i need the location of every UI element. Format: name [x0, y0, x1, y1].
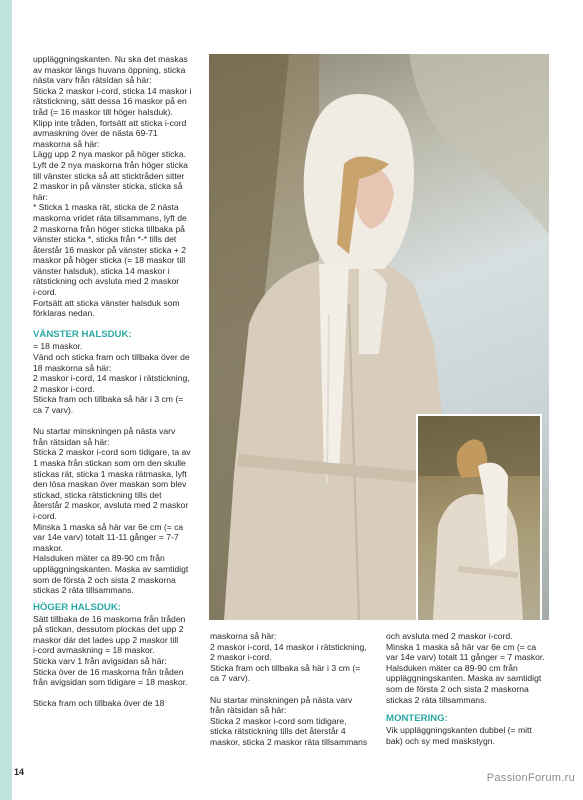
text-line: = 18 maskor. [33, 341, 83, 352]
text-line: var 14e varv) totalt 11 gånger = 7 maskor. [386, 652, 545, 663]
text-line: stickas 2 räta tillsammans. [386, 694, 487, 705]
paragraph-right-scarf-continued [33, 698, 205, 709]
text-line: Sticka över de 16 maskorna från tråden [33, 666, 184, 677]
text-line: 2 maskor in på vänster sticka, sticka så [33, 181, 183, 192]
text-line: tråd (= 16 maskor till höger halsduk). [33, 106, 173, 117]
text-line: från rätsidan så här: [210, 705, 287, 716]
text-line: maskor på höger sticka (= 18 maskor till [33, 255, 186, 266]
section-heading-assembly: MONTERING: [386, 713, 448, 725]
text-column-middle [210, 631, 378, 748]
text-line: här: [33, 191, 48, 202]
text-line: i-cord. [33, 287, 57, 298]
text-line: återstår 16 maskor på vänster sticka + 2 [33, 244, 187, 255]
text-line: maskor, sticka 2 maskor räta tillsammans [210, 736, 368, 747]
text-line: maskor. [33, 542, 64, 553]
text-line: Sticka fram och tillbaka över de 18 [33, 698, 165, 709]
text-line: Vänd och sticka fram och tillbaka över de [33, 352, 190, 363]
text-line: rätstickning och avsluta med 2 maskor [33, 276, 180, 287]
text-line: var 14e varv) totalt 11-11 gånger = 7-7 [33, 532, 179, 543]
text-line: 18 maskorna så här: [33, 362, 112, 373]
paragraph-right-scarf-rows [210, 631, 378, 684]
text-line: maskorna så här: [33, 138, 100, 149]
watermark: PassionForum.ru [486, 772, 575, 784]
text-line: från rätsidan så här: [33, 436, 110, 447]
text-line: vänster halsduk), sticka 14 maskor i [33, 265, 170, 276]
text-line: Fortsätt att sticka vänster halsduk som [33, 297, 180, 308]
text-line: av maskor längs huvans öppning, sticka [33, 64, 186, 75]
text-line: 2 maskor i-cord. [210, 652, 272, 663]
text-line: 2 maskor i-cord, 14 maskor i rätstickning, [33, 373, 190, 384]
inset-illustration [418, 416, 540, 620]
text-line: från avigsidan som tidigare = 18 maskor. [33, 677, 188, 688]
paragraph-assembly [386, 725, 551, 746]
text-line: maskorna så här: [210, 631, 277, 641]
text-line: ca 7 varv). [210, 673, 251, 684]
text-line: 2 maskorna från höger sticka tillbaka på [33, 223, 185, 234]
inset-photo-back-view [416, 414, 542, 622]
text-line: Minska 1 maska så här var 6e cm (= ca [386, 641, 537, 652]
text-line: Nu startar minskningen på nästa varv [210, 694, 353, 705]
text-line: uppläggningskanten. Maska av samtidigt [386, 673, 542, 684]
text-line: Sticka varv 1 från avigsidan så här: [33, 656, 167, 667]
text-line: stickad, sticka rätstickning tills det [33, 489, 162, 500]
text-line: uppläggningskanten. Maska av samtidigt [33, 563, 189, 574]
section-heading-left-scarf: VÄNSTER HALSDUK: [33, 329, 132, 341]
text-line: Sticka 2 maskor i-cord, sticka 14 maskor i [33, 85, 192, 96]
text-line: Lyft de 2 nya maskorna från höger sticka [33, 159, 188, 170]
text-column-right [386, 631, 551, 746]
text-line: återstår 2 maskor, avsluta med 2 maskor [33, 500, 189, 511]
text-line: 2 maskor i-cord, 14 maskor i rätstickning, [210, 641, 367, 652]
text-line: Nu startar minskningen på nästa varv [33, 426, 176, 437]
text-line: * Sticka 1 maska rät, sticka de 2 nästa [33, 202, 179, 213]
section-heading-right-scarf: HÖGER HALSDUK: [33, 601, 121, 613]
text-line: Halsduken mäter ca 89-90 cm från [386, 662, 518, 673]
text-line: Sticka 2 maskor i-cord som tidigare, [210, 715, 347, 726]
text-line: rätstickning, sätt dessa 16 maskor på en [33, 96, 187, 107]
text-line: avmaskning över de nästa 69-71 [33, 128, 158, 139]
text-line: stickas rät, sticka 1 maska rätmaska, lyft [33, 468, 187, 479]
text-line: den lösa maskan över maskan som blev [33, 479, 187, 490]
text-line: maskor där det lades upp 2 maskor till [33, 634, 179, 645]
text-line: 2 maskor i-cord. [33, 383, 95, 394]
text-line: Sticka fram och tillbaka så här i 3 cm (= [210, 662, 361, 673]
text-column-left [33, 54, 205, 709]
text-line: nästa varv från rätsidan så här: [33, 75, 152, 86]
text-line: förklaras nedan. [33, 308, 95, 319]
paragraph-right-scarf [33, 614, 205, 688]
page-number: 14 [14, 767, 25, 777]
text-line: till vänster sticka så att sticktråden sitter [33, 170, 185, 181]
text-line: vänster sticka *, sticka från *-* tills det [33, 234, 177, 245]
text-line: på stickan, dessutom plockas det upp 2 [33, 624, 184, 635]
text-line: Halsduken mäter ca 89-90 cm från [33, 553, 165, 564]
text-line: stickas 2 räta tillsammans. [33, 585, 134, 596]
paragraph-left-scarf [33, 341, 205, 415]
text-line: bak) och sy med maskstygn. [386, 735, 495, 746]
text-line: som de första 2 och sista 2 maskorna [386, 683, 529, 694]
text-line: uppläggningskanten. Nu ska det maskas [33, 54, 188, 64]
text-line: Sticka 2 maskor i-cord som tidigare, ta av [33, 447, 191, 458]
text-line: Sätt tillbaka de 16 maskorna från tråden [33, 613, 186, 624]
text-line: i-cord. [33, 510, 57, 521]
paragraph-hood-opening [33, 54, 205, 319]
text-line: ca 7 varv). [33, 405, 74, 415]
text-line: Vik uppläggningskanten dubbel (= mitt [386, 725, 532, 736]
text-line: maskorna vridet räta tillsammans, lyft de [33, 212, 187, 223]
paragraph-decrease-right [210, 695, 378, 748]
text-line: Minska 1 maska så här var 6e cm (= ca [33, 521, 184, 532]
text-line: som de första 2 och sista 2 maskorna [33, 574, 176, 585]
text-line: Sticka fram och tillbaka så här i 3 cm (= [33, 394, 184, 405]
text-line: sticka rätstickning tills det återstår 4 [210, 726, 346, 737]
text-line: i-cord avmaskning = 18 maskor. [33, 645, 155, 656]
page-edge-strip [0, 0, 12, 800]
paragraph-finish-right-scarf [386, 631, 551, 705]
text-line: Lägg upp 2 nya maskor på höger sticka. [33, 149, 186, 160]
text-line: 1 maska från stickan som om den skulle [33, 457, 186, 468]
text-line: Klipp inte tråden, fortsätt att sticka i-cord [33, 117, 187, 128]
text-line: och avsluta med 2 maskor i-cord. [386, 631, 513, 641]
paragraph-decrease-left [33, 426, 205, 596]
